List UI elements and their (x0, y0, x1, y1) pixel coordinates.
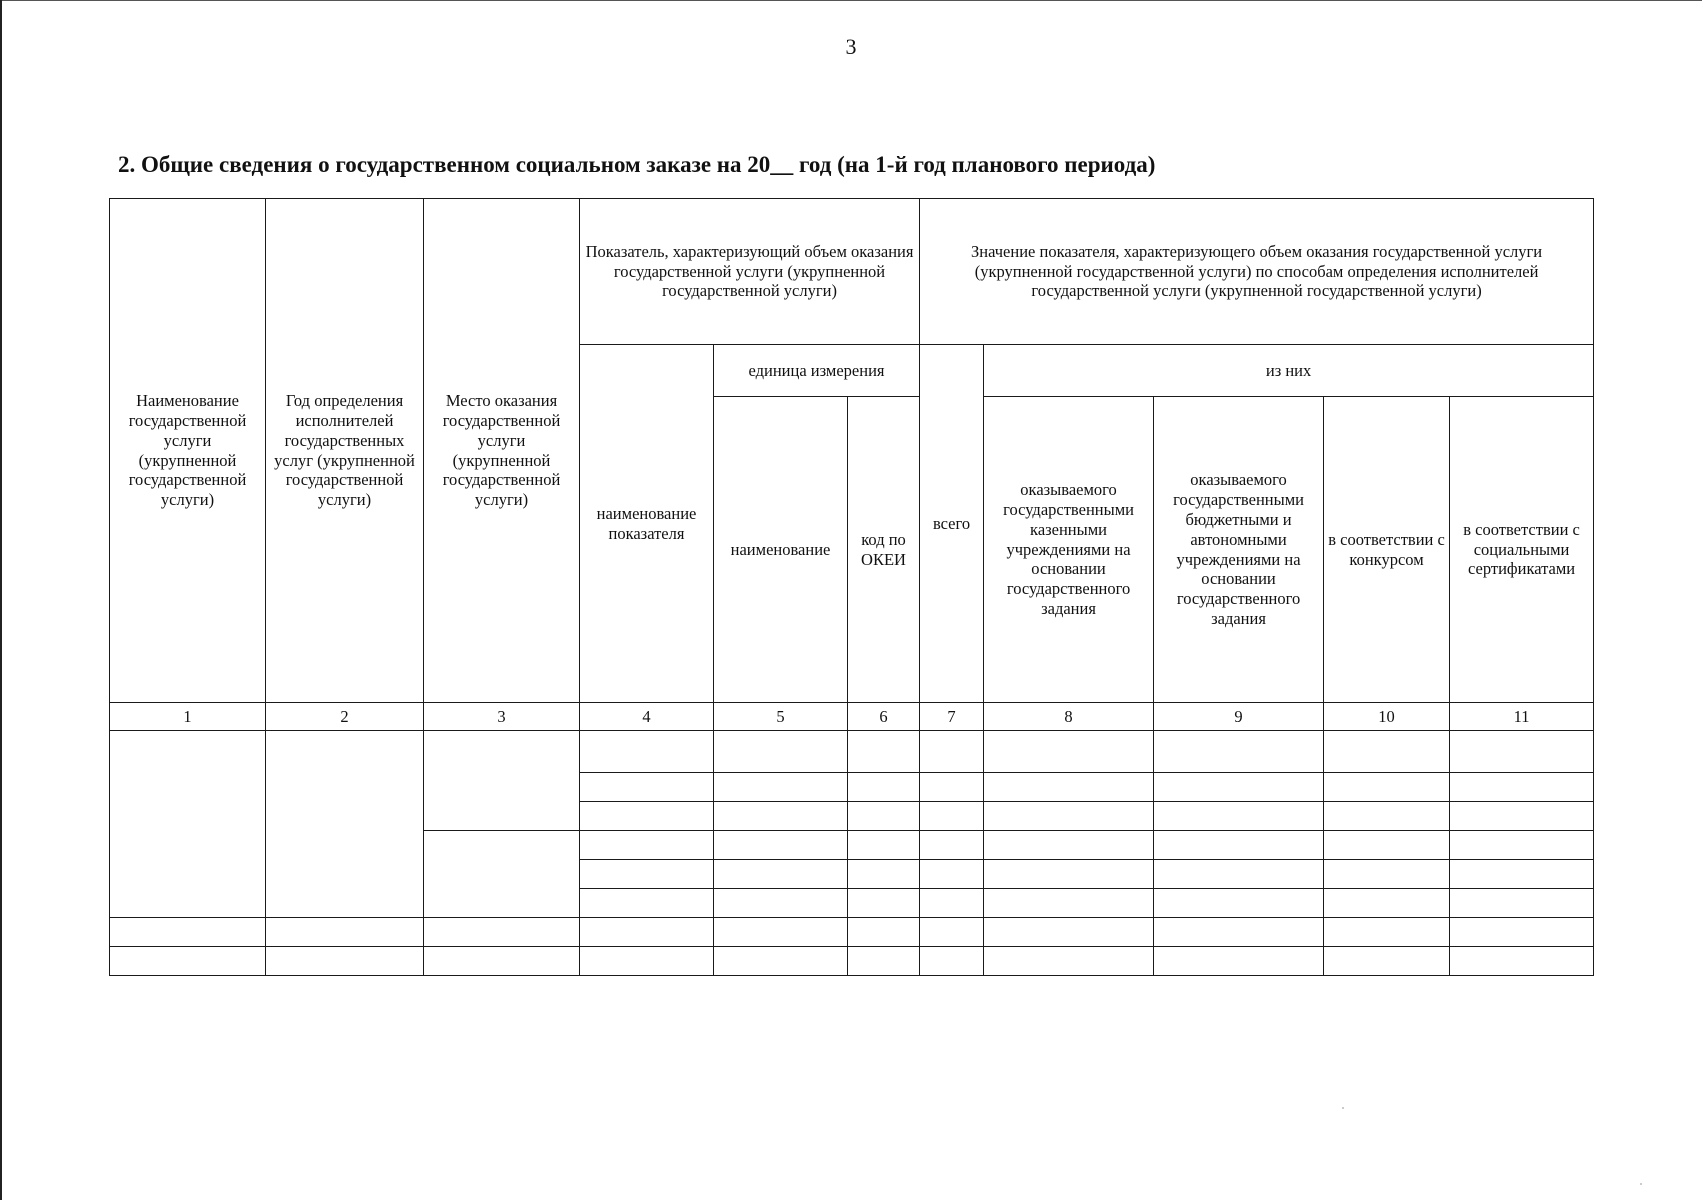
empty-cell[interactable] (984, 860, 1154, 889)
empty-cell[interactable] (984, 947, 1154, 976)
empty-cell[interactable] (848, 773, 920, 802)
empty-cell[interactable] (266, 918, 424, 947)
empty-cell[interactable] (1154, 831, 1324, 860)
empty-cell[interactable] (580, 918, 714, 947)
header-value-group: Значение показателя, характеризующего объем оказания государственной услуги (укрупненной государственной услуги) по способам определения исполнителей государственной услуги (укрупненной государственной услуги) (920, 199, 1594, 345)
empty-cell[interactable] (714, 773, 848, 802)
empty-cell[interactable] (110, 918, 266, 947)
empty-cell[interactable] (848, 831, 920, 860)
empty-cell[interactable] (920, 831, 984, 860)
column-number: 2 (266, 703, 424, 731)
empty-cell[interactable] (848, 918, 920, 947)
header-place: Место оказания государственной услуги (укрупненной государственной услуги) (424, 199, 580, 703)
column-number: 6 (848, 703, 920, 731)
empty-cell[interactable] (1324, 860, 1450, 889)
empty-cell[interactable] (1324, 831, 1450, 860)
empty-cell[interactable] (1450, 831, 1594, 860)
empty-cell[interactable] (580, 773, 714, 802)
column-number: 10 (1324, 703, 1450, 731)
column-number: 9 (1154, 703, 1324, 731)
empty-cell[interactable] (1324, 918, 1450, 947)
empty-cell[interactable] (1154, 947, 1324, 976)
empty-cell[interactable] (714, 918, 848, 947)
empty-cell[interactable] (920, 731, 984, 773)
header-indicator-group: Показатель, характеризующий объем оказания государственной услуги (укрупненной государственной услуги) (580, 199, 920, 345)
empty-cell[interactable] (424, 731, 580, 831)
empty-cell[interactable] (984, 831, 1154, 860)
empty-cell[interactable] (424, 947, 580, 976)
empty-cell[interactable] (920, 947, 984, 976)
header-budget-institutions: оказываемого государственными бюджетными и автономными учреждениями на основании государственного задания (1154, 397, 1324, 703)
empty-cell[interactable] (1450, 731, 1594, 773)
page-number: 3 (845, 34, 857, 59)
empty-cell[interactable] (1154, 918, 1324, 947)
empty-cell[interactable] (920, 860, 984, 889)
column-number: 11 (1450, 703, 1594, 731)
empty-cell[interactable] (580, 802, 714, 831)
empty-cell[interactable] (1154, 860, 1324, 889)
scan-speck (1640, 1183, 1642, 1185)
header-unit-name: наименование (714, 397, 848, 703)
empty-cell[interactable] (920, 889, 984, 918)
empty-cell[interactable] (424, 918, 580, 947)
column-number: 8 (984, 703, 1154, 731)
empty-cell[interactable] (266, 731, 424, 918)
empty-cell[interactable] (848, 889, 920, 918)
header-state-institutions: оказываемого государственными казенными учреждениями на основании государственного задания (984, 397, 1154, 703)
empty-cell[interactable] (424, 831, 580, 918)
empty-cell[interactable] (848, 860, 920, 889)
column-number: 3 (424, 703, 580, 731)
empty-cell[interactable] (1450, 889, 1594, 918)
empty-cell[interactable] (714, 889, 848, 918)
empty-cell[interactable] (920, 918, 984, 947)
header-competition: в соответствии с конкурсом (1324, 397, 1450, 703)
header-of-them: из них (984, 345, 1594, 397)
empty-cell[interactable] (110, 731, 266, 918)
scan-left-edge (0, 0, 2, 1200)
empty-cell[interactable] (580, 831, 714, 860)
empty-cell[interactable] (920, 802, 984, 831)
empty-cell[interactable] (714, 802, 848, 831)
empty-cell[interactable] (1324, 889, 1450, 918)
table-row (110, 918, 1594, 947)
empty-cell[interactable] (1450, 918, 1594, 947)
empty-cell[interactable] (984, 731, 1154, 773)
empty-cell[interactable] (714, 731, 848, 773)
empty-cell[interactable] (580, 860, 714, 889)
social-order-table (109, 198, 1594, 976)
empty-cell[interactable] (1324, 773, 1450, 802)
column-number: 5 (714, 703, 848, 731)
column-number: 4 (580, 703, 714, 731)
empty-cell[interactable] (714, 947, 848, 976)
empty-cell[interactable] (1450, 947, 1594, 976)
header-service-name: Наименование государственной услуги (укрупненной государственной услуги) (110, 199, 266, 703)
column-number: 7 (920, 703, 984, 731)
header-unit-code: код по ОКЕИ (848, 397, 920, 703)
empty-cell[interactable] (1324, 731, 1450, 773)
column-number: 1 (110, 703, 266, 731)
header-social-certificates: в соответствии с социальными сертификатами (1450, 397, 1594, 703)
header-year: Год определения исполнителей государственных услуг (укрупненной государственной услуги) (266, 199, 424, 703)
empty-cell[interactable] (580, 947, 714, 976)
empty-cell[interactable] (1154, 889, 1324, 918)
table-row (110, 731, 1594, 773)
empty-cell[interactable] (1324, 802, 1450, 831)
empty-cell[interactable] (1154, 773, 1324, 802)
table-row (110, 947, 1594, 976)
empty-cell[interactable] (1450, 773, 1594, 802)
empty-cell[interactable] (580, 731, 714, 773)
empty-cell[interactable] (984, 918, 1154, 947)
header-total: всего (920, 345, 984, 703)
empty-cell[interactable] (580, 889, 714, 918)
header-unit-group: единица измерения (714, 345, 920, 397)
section-title: 2. Общие сведения о государственном социальном заказе на 20__ год (на 1-й год планового периода) (118, 152, 1156, 177)
empty-cell[interactable] (1324, 947, 1450, 976)
empty-cell[interactable] (848, 947, 920, 976)
empty-cell[interactable] (984, 802, 1154, 831)
scan-top-edge (0, 0, 1702, 1)
empty-cell[interactable] (1450, 802, 1594, 831)
scan-speck (1342, 1107, 1344, 1109)
empty-cell[interactable] (714, 860, 848, 889)
empty-cell[interactable] (848, 731, 920, 773)
empty-cell[interactable] (848, 802, 920, 831)
header-indicator-name: наименование показателя (580, 345, 714, 703)
empty-cell[interactable] (984, 889, 1154, 918)
empty-cell[interactable] (1154, 802, 1324, 831)
empty-cell[interactable] (1450, 860, 1594, 889)
empty-cell[interactable] (266, 947, 424, 976)
empty-cell[interactable] (110, 947, 266, 976)
column-numbers-row (110, 703, 1594, 731)
empty-cell[interactable] (714, 831, 848, 860)
empty-cell[interactable] (984, 773, 1154, 802)
empty-cell[interactable] (920, 773, 984, 802)
empty-cell[interactable] (1154, 731, 1324, 773)
